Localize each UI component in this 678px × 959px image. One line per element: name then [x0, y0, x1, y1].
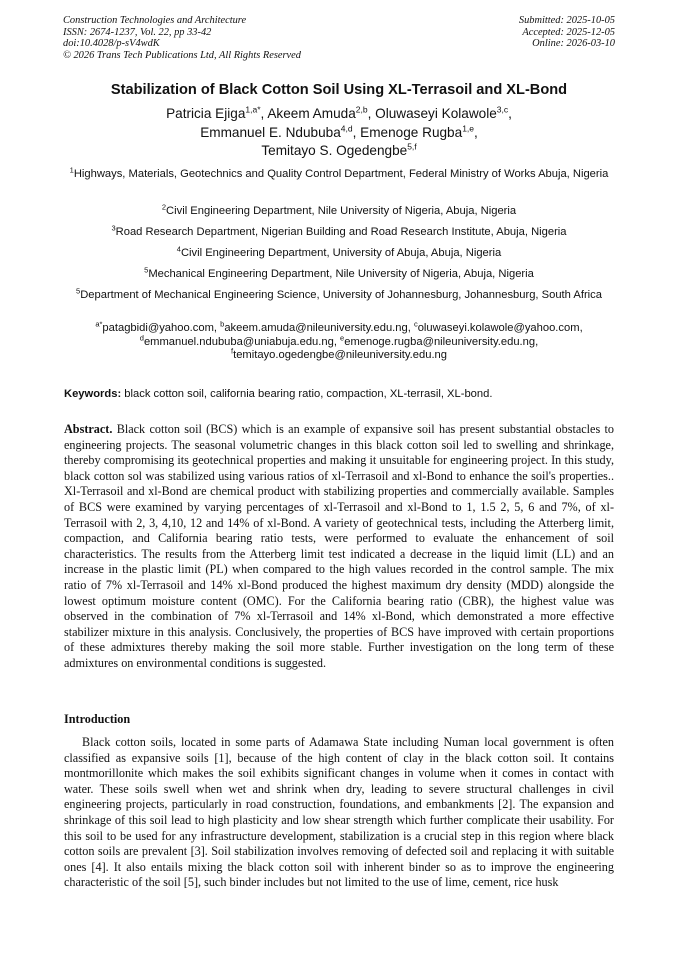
author-affiliation-mark: 5,f	[407, 141, 417, 152]
email-mark: c	[413, 319, 418, 329]
online-date: Online: 2026-03-10	[532, 38, 615, 50]
author-name: Oluwaseyi Kolawole	[375, 106, 497, 121]
email-mark: d	[139, 332, 144, 342]
affiliation-5	[40, 267, 638, 282]
affiliation-mark: 4	[176, 244, 181, 254]
copyright-line: © 2026 Trans Tech Publications Ltd, All Rights Reserved	[63, 49, 301, 61]
author-separator: ,	[352, 124, 361, 140]
affiliation-3	[40, 225, 638, 240]
submitted-date: Submitted: 2025-10-05	[518, 15, 615, 26]
email-link[interactable]: patagbidi@yahoo.com	[102, 322, 214, 334]
email-link[interactable]: emenoge.rugba@nileuniversity.edu.ng	[344, 335, 536, 348]
author-affiliation-mark: 2,b	[355, 104, 368, 115]
affiliation-text: Civil Engineering Department, Nile University of Nigeria, Abuja, Nigeria	[166, 205, 517, 217]
affiliation-text: Mechanical Engineering Department, Nile University of Nigeria, Abuja, Nigeria	[148, 268, 534, 280]
author-affiliation-mark: 4,d	[340, 122, 353, 133]
author-list	[40, 105, 638, 161]
affiliation-mark: 3	[111, 223, 116, 233]
author-affiliation-mark: 1,a*	[245, 104, 261, 115]
affiliation-mark: 5	[144, 265, 149, 275]
email-mark: e	[340, 332, 345, 342]
affiliation-text: Highways, Materials, Geotechnics and Quality Control Department, Federal Ministry of Works Abuja, Nigeria	[73, 168, 609, 180]
affiliation-6	[40, 288, 638, 303]
introduction-paragraph: Black cotton soils, located in some parts of Adamawa State including Numan local government is often classified as expansive soils [1], because of the high content of clay in the black cotton soil. It contains montmorillonite which makes the soil exhibits significant changes in volume when it comes in contact with water. These soils swell when wet and shrink when dry, leading to severe structural challenges in civil engineering projects, particularly in road construction, foundations, and embankments [2]. The expansion and shrinkage of this soil lead to high plasticity and low shear strength which further complicate their usability. For this soil to be used for any infrastructure development, stabilization is a crucial step in this region where black cotton soils are prevalent [3]. Soil stabilization involves removing of defected soil and replacing it with suitable ones [4]. It also entails mixing the black cotton soil with inherent binder so as to improve the engineering characteristic of the soil [5], such binder includes but not limited to the use of lime, cement, rice husk	[64, 735, 614, 890]
affiliation-mark: 2	[161, 202, 167, 212]
author-separator: ,	[474, 124, 478, 140]
email-mark: b	[220, 319, 225, 329]
author-separator: ,	[260, 106, 268, 121]
paper-title: Stabilization of Black Cotton Soil Using XL-Terrasoil and XL-Bond	[110, 82, 568, 98]
email-link[interactable]: oluwaseyi.kolawole@yahoo.com	[417, 322, 580, 334]
author-name: Patricia Ejiga	[166, 106, 246, 121]
author-name: Temitayo S. Ogedengbe	[261, 143, 408, 158]
author-separator: ,	[508, 106, 512, 121]
journal-name: Construction Technologies and Architecture	[63, 15, 247, 26]
author-separator: ,	[367, 106, 376, 121]
affiliation-2	[40, 204, 638, 219]
email-mark: a*	[95, 319, 103, 329]
author-affiliation-mark: 3,c	[496, 104, 509, 115]
author-name: Akeem Amuda	[267, 106, 356, 121]
keywords-text: black cotton soil, california bearing ratio, compaction, XL-terrasil, XL-bond.	[121, 388, 493, 400]
abstract-paragraph	[64, 422, 614, 672]
abstract-label: Abstract.	[64, 422, 113, 436]
email-mark: f	[231, 346, 234, 356]
keywords-label: Keywords:	[64, 388, 122, 400]
email-list: $^{a*}$patagbidi@yahoo.com, $^b$akeem.amuda@nileuniversity.edu.ng, $^c$oluwaseyi.kolawole@yahoo.com, $^d$emmanuel.ndububa@uniabuja.edu.ng, $^e$emenoge.rugba@nileuniversity.edu.ng, $^f$temitayo.ogedengbe@nileuniversity.edu.ng	[95, 319, 583, 362]
affiliation-text: Civil Engineering Department, University of Abuja, Abuja, Nigeria	[180, 247, 502, 259]
affiliation-mark: 1	[69, 165, 74, 175]
affiliation-text: Department of Mechanical Engineering Science, University of Johannesburg, Johannesburg, South Africa	[80, 289, 602, 301]
affiliation-mark: 5	[76, 286, 81, 296]
affiliation-1	[40, 167, 638, 182]
dates-header	[519, 15, 615, 50]
author-name: Emmanuel E. Ndububa	[200, 124, 341, 140]
doi-line[interactable]: doi:10.4028/p-sV4wdK	[63, 38, 160, 50]
email-link[interactable]: temitayo.ogedengbe@nileuniversity.edu.ng	[233, 349, 447, 362]
author-affiliation-mark: 1,e	[462, 122, 475, 133]
author-name: Emenoge Rugba	[360, 124, 463, 140]
accepted-date: Accepted: 2025-12-05	[522, 26, 615, 38]
abstract-text: Black cotton soil (BCS) which is an example of expansive soil has present substantial obstacles to engineering projects. The seasonal volumetric changes in this black cotton soil led to swelling and shrinkage, thereby compromising its geotechnical properties and making it unsuitable for engineering project. In this study, black cotton sol was stabilized using various ratios of xl-Terrasoil and xl-Bond to enhance the soil's properties.. Xl-Terrasoil and xl-Bond are chemical product with stabilizing properties and commercially available. Samples of BCS were examined by varying percentages of xl-Terrasoil and xl-Bond to 1, 1.5 2, 5, 6 and 7%, of xl-Terrasoil with 2, 3, 4,10, 12 and 14% of xl-Bond. A variety of geotechnical tests, including the Atterberg limit, compaction, and California bearing ratio tests, were performed to evaluate the enhancement of soil characteristics. The results from the Atterberg limit test indicated a decrease in the liquid limit (LL) and an increase in the plastic limit (PL) when compared to the high values recorded in the control sample. The mix ratio of 7% xl-Terrasoil and 14% xl-Bond produced the highest maximum dry density (MDD) alongside the lowest optimum moisture content (OMC). For the California bearing ratio (CBR), the highest value was observed in the combination of 7% xl-Terrasoil and 14% xl-Bond, which demonstrated a more effective stabilizer mixture in this analysis. Conclusively, the properties of BCS have improved with certain proportions of these admixtures thereby making the soil more stable. Further investigation on the long term of these admixtures on environmental conditions is suggested.	[64, 422, 614, 670]
issn-line: ISSN: 2674-1237, Vol. 22, pp 33-42	[63, 26, 212, 38]
journal-header	[63, 15, 301, 61]
email-link[interactable]: emmanuel.ndububa@uniabuja.edu.ng	[143, 335, 334, 348]
introduction-heading: Introduction	[64, 712, 131, 726]
affiliation-4	[40, 246, 638, 261]
affiliation-text: Road Research Department, Nigerian Building and Road Research Institute, Abuja, Nigeria	[115, 226, 567, 238]
email-link[interactable]: akeem.amuda@nileuniversity.edu.ng	[224, 322, 408, 334]
keywords-line	[64, 387, 624, 401]
